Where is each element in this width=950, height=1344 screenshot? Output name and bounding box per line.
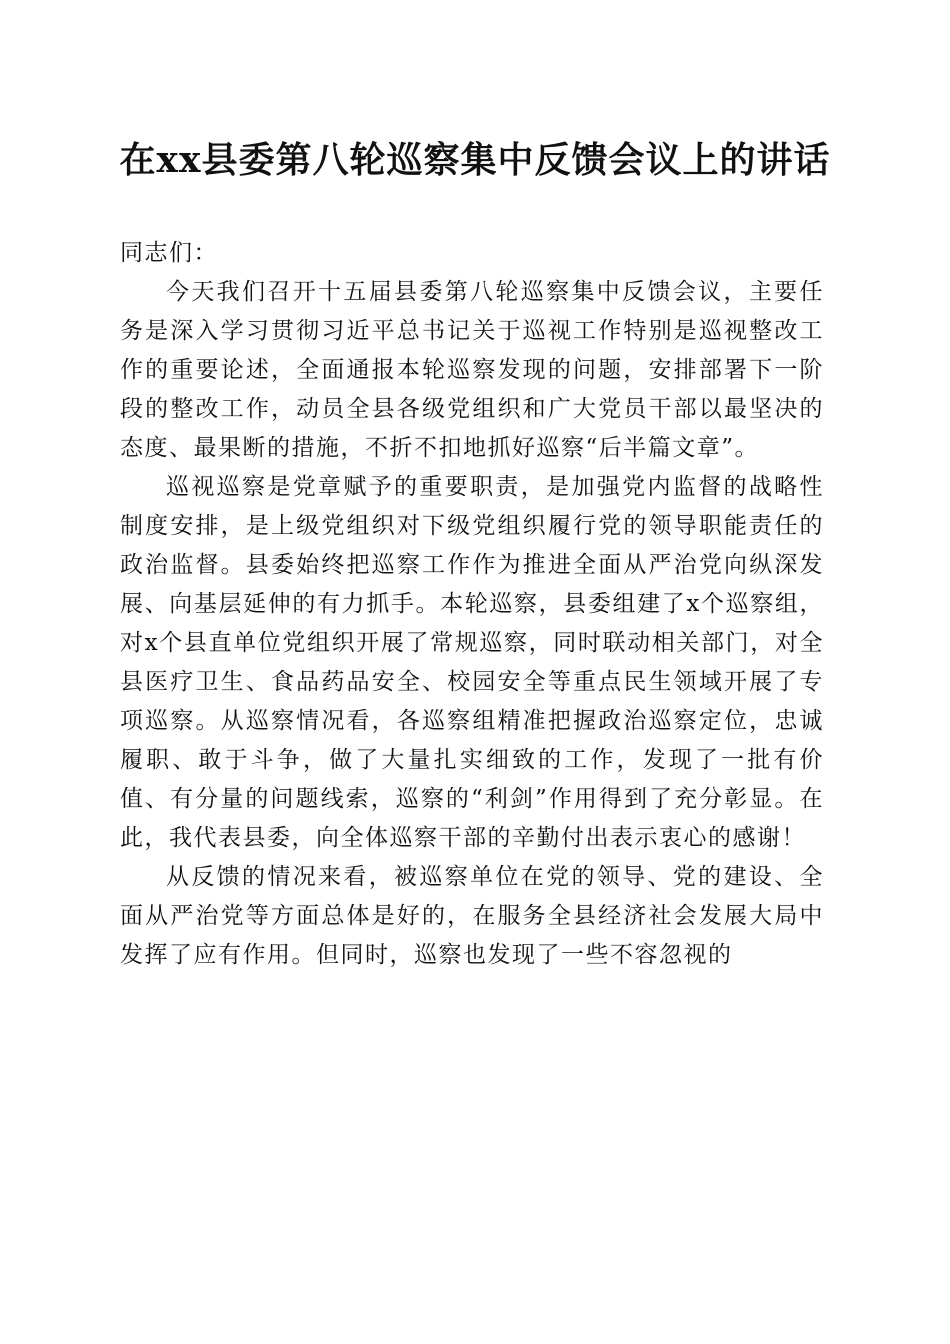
- salutation: 同志们：: [120, 240, 218, 266]
- paragraph-3: 从反馈的情况来看，被巡察单位在党的领导、党的建设、全面从严治党等方面总体是好的，在服务全县经济社会发展大局中发挥了应有作用。但同时，巡察也发现了一些不容忽视的: [120, 864, 824, 968]
- paragraph-2: 巡视巡察是党章赋予的重要职责，是加强党内监督的战略性制度安排，是上级党组织对下级党组织履行党的领导职能责任的政治监督。县委始终把巡察工作作为推进全面从严治党向纵深发展、向基层延伸的有力抓手。本轮巡察，县委组建了x个巡察组，对x个县直单位党组织开展了常规巡察，同时联动相关部门，对全县医疗卫生、食品药品安全、校园安全等重点民生领域开展了专项巡察。从巡察情况看，各巡察组精准把握政治巡察定位，忠诚履职、敢于斗争，做了大量扎实细致的工作，发现了一批有价值、有分量的问题线索，巡察的“利剑”作用得到了充分彰显。在此，我代表县委，向全体巡察干部的辛勤付出表示衷心的感谢！: [120, 474, 824, 851]
- document-body: [120, 234, 824, 975]
- document-title: 在xx县委第八轮巡察集中反馈会议上的讲话: [119, 139, 831, 181]
- paragraph-1: 今天我们召开十五届县委第八轮巡察集中反馈会议，主要任务是深入学习贯彻习近平总书记关于巡视工作特别是巡视整改工作的重要论述，全面通报本轮巡察发现的问题，安排部署下一阶段的整改工作，动员全县各级党组织和广大党员干部以最坚决的态度、最果断的措施，不折不扣地抓好巡察“后半篇文章”。: [120, 279, 824, 461]
